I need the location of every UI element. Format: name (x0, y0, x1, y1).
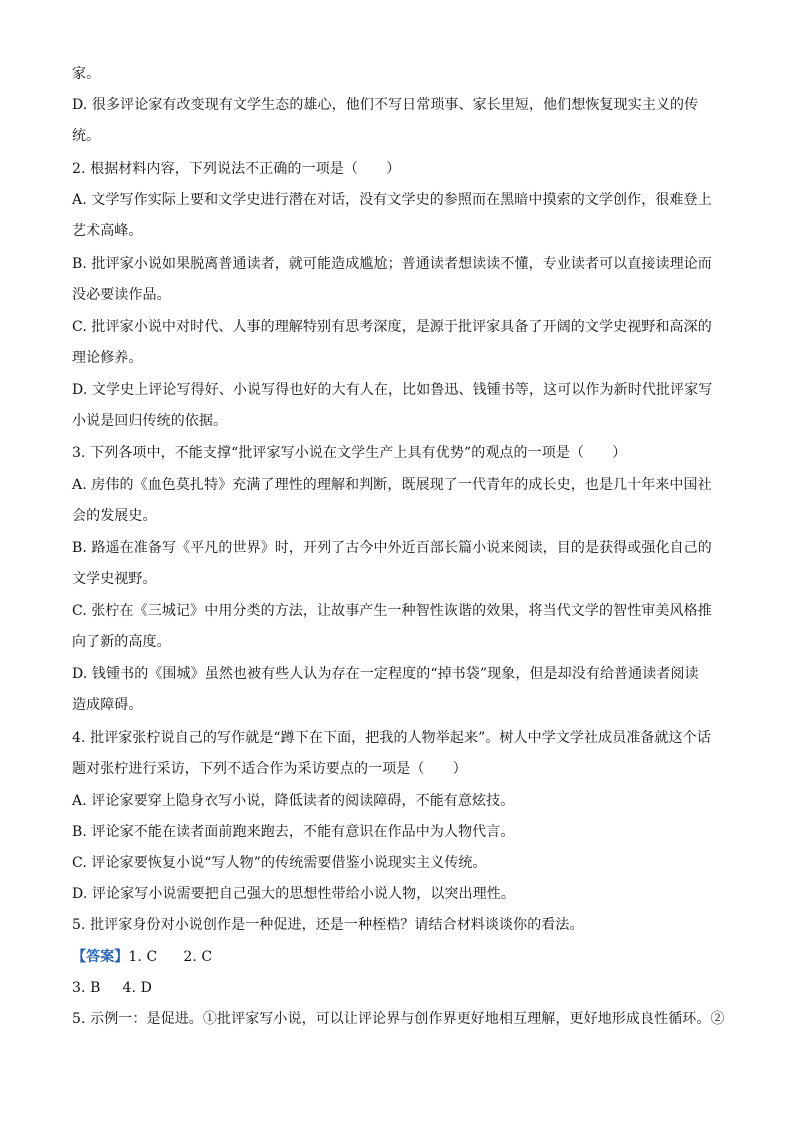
option-a-line: A. 文学写作实际上要和文学史进行潜在对话，没有文学史的参照而在黑暗中摸索的文学创作，很难登上 (72, 192, 712, 208)
question-2-stem: 2. 根据材料内容，下列说法不正确的一项是（ ） (72, 161, 401, 177)
text-line: 没必要读作品。 (72, 287, 171, 303)
option-d-line: D. 评论家写小说需要把自己强大的思想性带给小说人物，以突出理性。 (72, 886, 515, 902)
option-b-line: B. 批评家小说如果脱离普通读者，就可能造成尴尬；普通读者想读读不懂，专业读者可以直接读理论而 (72, 256, 712, 272)
option-c-line: C. 张柠在《三城记》中用分类的方法，让故事产生一种智性诙谐的效果，将当代文学的智性审美风格推 (72, 603, 712, 619)
text-line: 小说是回归传统的依据。 (72, 413, 228, 429)
option-b-line: B. 路遥在准备写《平凡的世界》时，开列了古今中外近百部长篇小说来阅读，目的是获得或强化自己的 (72, 540, 712, 556)
option-d-line: D. 钱锺书的《围城》虽然也被有些人认为存在一定程度的“掉书袋”现象，但是却没有给普通读者阅读 (72, 666, 699, 682)
answer-tag: 【答案】 (72, 949, 129, 965)
answer-3: 3. B (72, 980, 101, 996)
text-line: 文学史视野。 (72, 571, 157, 587)
option-d-line: D. 文学史上评论写得好、小说写得也好的大有人在，比如鲁迅、钱锺书等，这可以作为新时代批评家写 (72, 382, 713, 398)
text-line: 家。 (72, 66, 101, 82)
option-b-line: B. 评论家不能在读者面前跑来跑去，不能有意识在作品中为人物代言。 (72, 824, 515, 840)
option-a-line: A. 房伟的《血色莫扎特》充满了理性的理解和判断，既展现了一代青年的成长史，也是几十年来中国社 (72, 477, 712, 493)
text-line: 向了新的高度。 (72, 634, 171, 650)
text-line: 理论修养。 (72, 350, 143, 366)
question-5-stem: 5. 批评家身份对小说创作是一种促进，还是一种桎梏？请结合材料谈谈你的看法。 (72, 917, 584, 933)
answer-2: 2. C (183, 949, 213, 965)
answer-5-line: 5. 示例一：是促进。①批评家写小说，可以让评论界与创作界更好地相互理解，更好地形成良性循环。② (72, 1011, 725, 1027)
text-line: 造成障碍。 (72, 697, 143, 713)
option-c-line: C. 评论家要恢复小说“写人物”的传统需要借鉴小说现实主义传统。 (72, 855, 487, 871)
question-4-stem: 4. 批评家张柠说自己的写作就是“蹲下在下面，把我的人物举起来”。树人中学文学社成员准备就这个话 (72, 730, 711, 746)
answer-line (72, 947, 212, 967)
text-line: 统。 (72, 128, 101, 144)
text-line: 艺术高峰。 (72, 223, 143, 239)
answer-4: 4. D (122, 980, 152, 996)
option-d-line: D. 很多评论家有改变现有文学生态的雄心，他们不写日常琐事、家长里短，他们想恢复现实主义的传 (72, 97, 699, 113)
text-line: 题对张柠进行采访，下列不适合作为采访要点的一项是（ ） (72, 761, 467, 777)
option-c-line: C. 批评家小说中对时代、人事的理解特别有思考深度，是源于批评家具备了开阔的文学史视野和高深的 (72, 319, 712, 335)
answer-line (72, 978, 152, 998)
question-3-stem: 3. 下列各项中，不能支撑“批评家写小说在文学生产上具有优势”的观点的一项是（ ） (72, 445, 627, 461)
option-a-line: A. 评论家要穿上隐身衣写小说，降低读者的阅读障碍，不能有意炫技。 (72, 793, 515, 809)
answer-1: 1. C (128, 949, 158, 965)
text-line: 会的发展史。 (72, 508, 157, 524)
